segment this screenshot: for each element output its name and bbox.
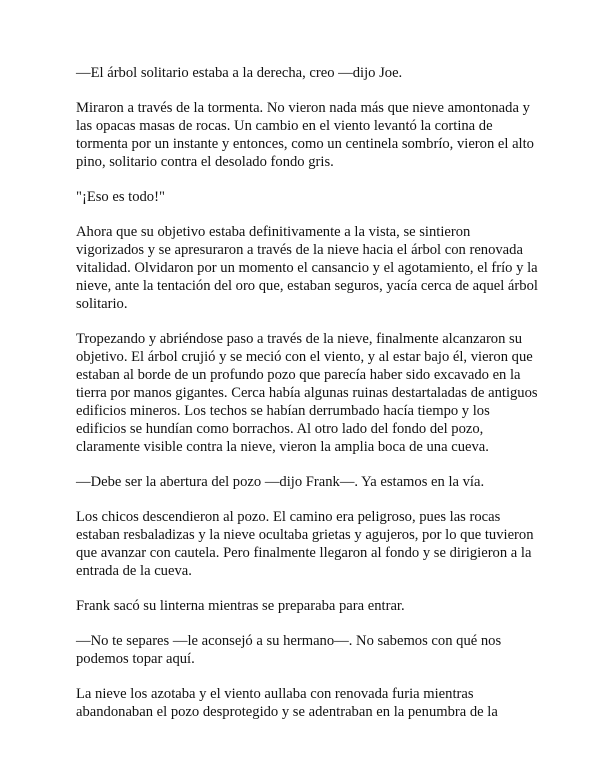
paragraph: Frank sacó su linterna mientras se preparaba para entrar. xyxy=(76,598,405,614)
body-text xyxy=(76,64,538,721)
paragraph: Miraron a través de la tormenta. No vieron nada más que nieve amontonada y las opacas masas de rocas. Un cambio en el viento levantó la cortina de tormenta por un instante y entonces, como un centinela sombrío, vieron el alto pino, solitario contra el desolado fondo gris. xyxy=(76,100,534,170)
paragraph: Tropezando y abriéndose paso a través de la nieve, finalmente alcanzaron su objetivo. El árbol crujió y se meció con el viento, y al estar bajo él, vieron que estaban al borde de un profundo pozo que parecía haber sido excavado en la tierra por manos gigantes. Cerca había algunas ruinas destartaladas de antiguos edificios mineros. Los techos se habían derrumbado hacía tiempo y los edificios se hundían como borrachos. Al otro lado del fondo del pozo, claramente visible contra la nieve, vieron la amplia boca de una cueva. xyxy=(76,331,538,455)
paragraph: "¡Eso es todo!" xyxy=(76,189,165,205)
paragraph: —El árbol solitario estaba a la derecha, creo —dijo Joe. xyxy=(76,65,403,81)
paragraph: La nieve los azotaba y el viento aullaba con renovada furia mientras abandonaban el pozo desprotegido y se adentraban en la penumbra de la xyxy=(76,686,498,720)
paragraph: Los chicos descendieron al pozo. El camino era peligroso, pues las rocas estaban resbaladizas y la nieve ocultaba grietas y agujeros, por lo que tuvieron que avanzar con cautela. Pero finalmente llegaron al fondo y se dirigieron a la entrada de la cueva. xyxy=(76,509,534,579)
paragraph: Ahora que su objetivo estaba definitivamente a la vista, se sintieron vigorizados y se apresuraron a través de la nieve hacia el árbol con renovada vitalidad. Olvidaron por un momento el cansancio y el agotamiento, el frío y la nieve, ante la tentación del oro que, estaban seguros, yacía cerca de aquel árbol solitario. xyxy=(76,224,538,312)
paragraph: —No te separes —le aconsejó a su hermano—. No sabemos con qué nos podemos topar aquí. xyxy=(76,633,502,667)
paragraph: —Debe ser la abertura del pozo —dijo Frank—. Ya estamos en la vía. xyxy=(76,474,485,490)
